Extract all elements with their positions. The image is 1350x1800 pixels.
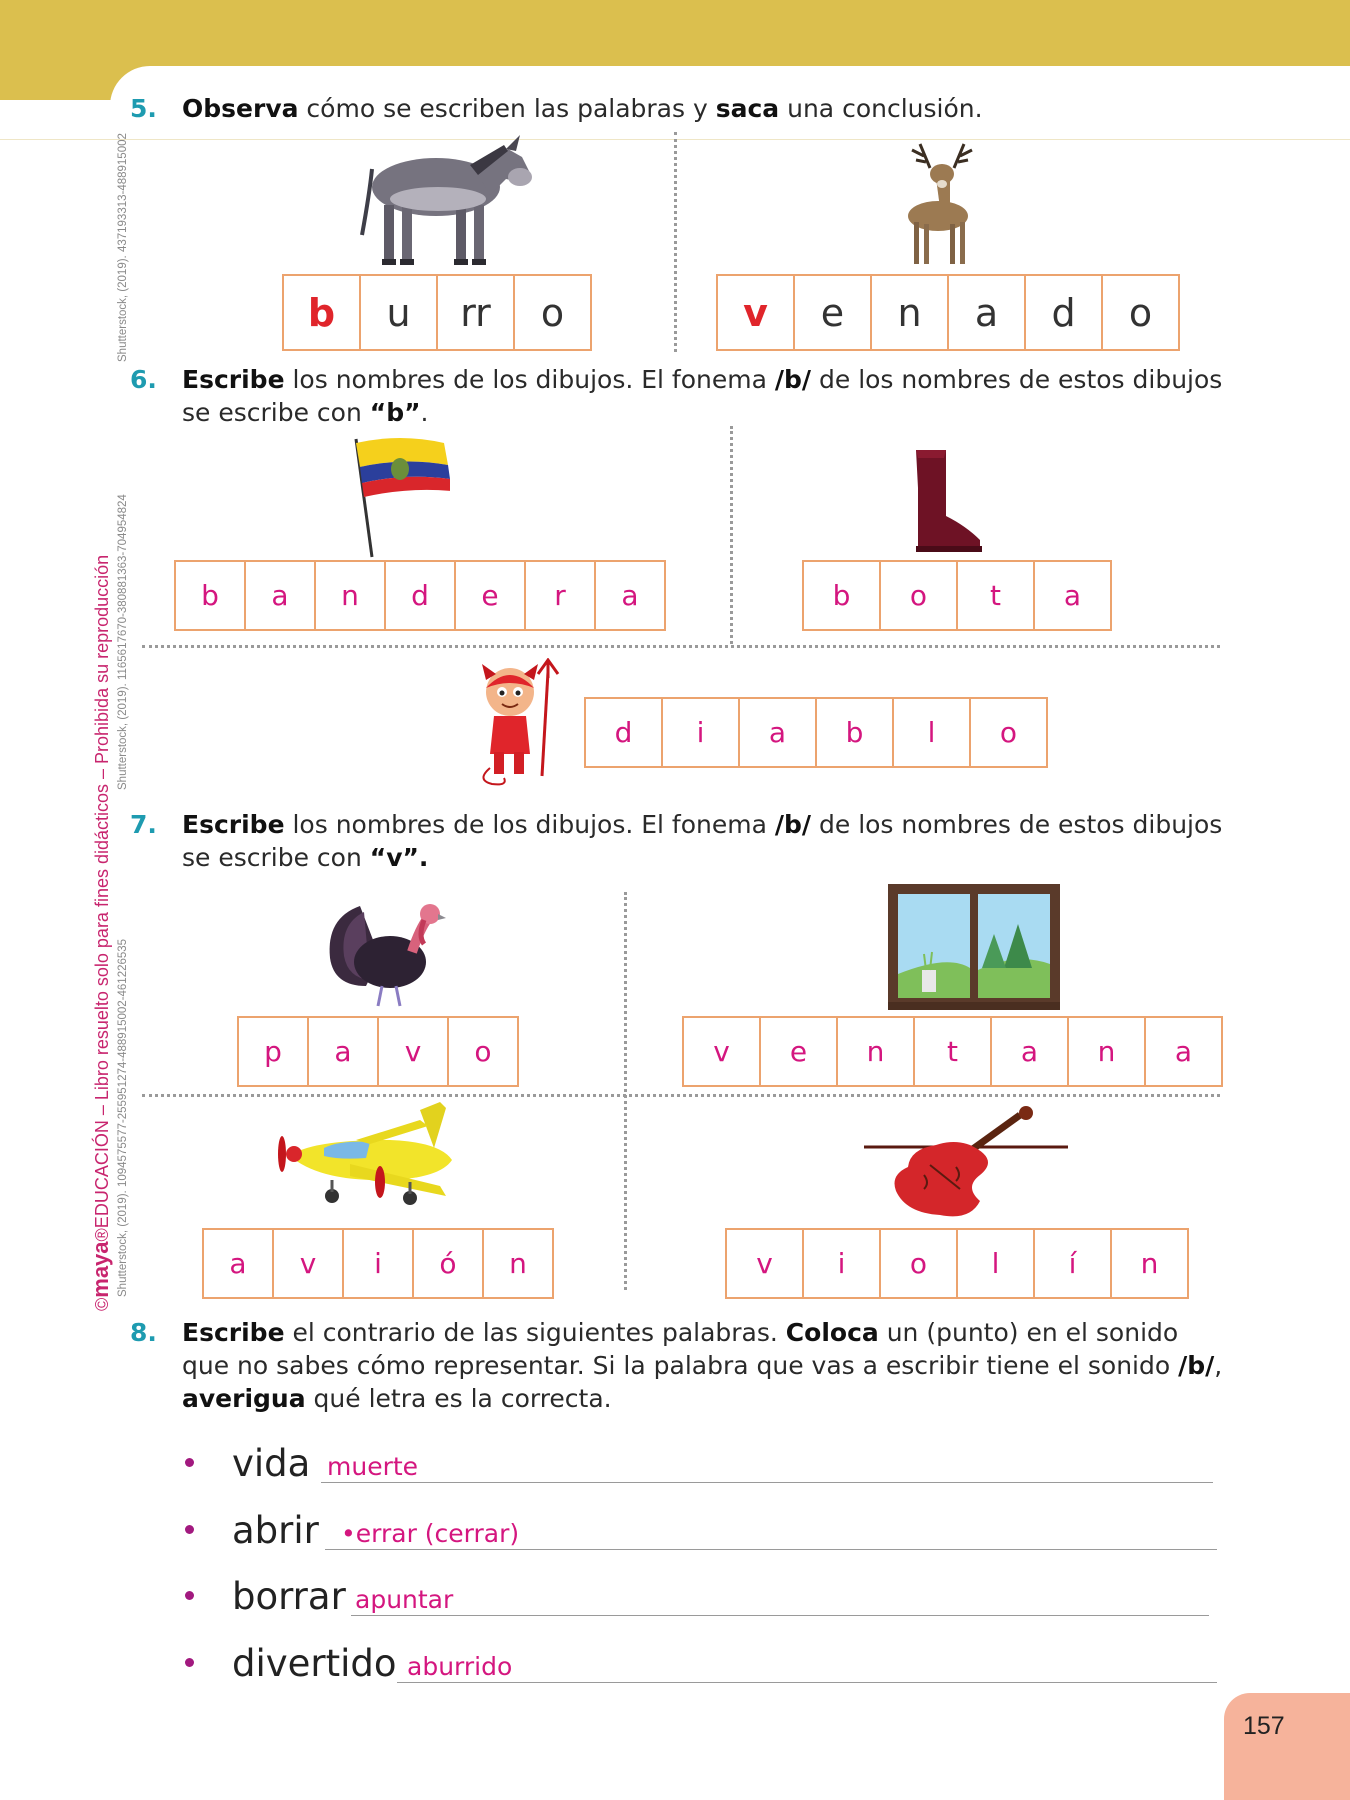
word-boxes-bota	[802, 560, 1110, 631]
antonym-item-borrar	[185, 1575, 1225, 1633]
turkey-icon	[320, 898, 460, 1008]
answer-line	[321, 1482, 1213, 1483]
letter-box: o	[879, 1228, 958, 1299]
divider-vertical	[624, 892, 627, 1290]
letter-box: o	[513, 274, 592, 351]
letter-box: e	[793, 274, 872, 351]
letter-box: n	[1067, 1016, 1146, 1087]
window-icon	[888, 884, 1060, 1012]
letter-box: v	[725, 1228, 804, 1299]
divider-vertical	[674, 132, 677, 352]
letter-box: a	[202, 1228, 274, 1299]
letter-box: í	[1033, 1228, 1112, 1299]
letter-box: o	[879, 560, 958, 631]
divider-horizontal	[142, 1094, 1220, 1097]
letter-box: t	[913, 1016, 992, 1087]
violin-icon	[860, 1105, 1070, 1220]
letter-box: n	[836, 1016, 915, 1087]
answer-text: aburrido	[407, 1652, 513, 1681]
antonym-item-vida	[185, 1442, 1225, 1500]
word-boxes-avion	[202, 1228, 552, 1299]
letter-box: v	[682, 1016, 761, 1087]
answer-text: apuntar	[355, 1585, 454, 1614]
antonym-item-abrir	[185, 1509, 1225, 1567]
publisher-brand	[88, 555, 114, 1311]
letter-box: u	[359, 274, 438, 351]
boot-icon	[906, 448, 986, 556]
letter-box: o	[969, 697, 1048, 768]
letter-box: e	[454, 560, 526, 631]
letter-box: a	[1144, 1016, 1223, 1087]
letter-box: t	[956, 560, 1035, 631]
letter-box: d	[384, 560, 456, 631]
letter-box: v	[716, 274, 795, 351]
answer-text: muerte	[327, 1452, 419, 1481]
word-boxes-burro	[282, 274, 590, 351]
brand-notice: EDUCACIÓN – Libro resuelto solo para fines didácticos – Prohibida su reproducción	[92, 554, 112, 1229]
page-number: 157	[1243, 1712, 1285, 1740]
brand-logo-text: maya	[88, 1241, 113, 1298]
page-number-tab	[1224, 1693, 1350, 1800]
question-text: Escribe los nombres de los dibujos. El fonema /b/ de los nombres de estos dibujos se escribe con “b”.	[182, 365, 1223, 427]
deer-icon	[892, 138, 992, 268]
word-boxes-pavo	[237, 1016, 517, 1087]
question-text: Escribe el contrario de las siguientes palabras. Coloca un (punto) en el sonido que no sabes cómo representar. Si la palabra que vas a escribir tiene el sonido /b/, averigua qué letra es la correcta.	[182, 1318, 1223, 1413]
flag-icon	[350, 435, 450, 560]
word-boxes-ventana	[682, 1016, 1221, 1087]
devil-icon	[468, 658, 568, 788]
letter-box: e	[759, 1016, 838, 1087]
letter-box: n	[482, 1228, 554, 1299]
word-boxes-violin	[725, 1228, 1187, 1299]
letter-box: ó	[412, 1228, 484, 1299]
question-number: 5.	[130, 94, 157, 123]
letter-box: l	[956, 1228, 1035, 1299]
letter-box: n	[870, 274, 949, 351]
letter-box: b	[282, 274, 361, 351]
letter-box: a	[244, 560, 316, 631]
source-word: vida	[232, 1442, 311, 1485]
letter-box: i	[661, 697, 740, 768]
letter-box: n	[314, 560, 386, 631]
letter-box: i	[342, 1228, 414, 1299]
image-credit-2: Shutterstock, (2019). 1165617670-380881363-704954824	[117, 494, 129, 790]
question-text: Escribe los nombres de los dibujos. El fonema /b/ de los nombres de estos dibujos se escribe con “v”.	[182, 810, 1223, 872]
bullet-icon	[185, 1458, 194, 1467]
donkey-icon	[358, 135, 548, 270]
question-text: Observa cómo se escriben las palabras y saca una conclusión.	[182, 94, 983, 123]
letter-box: b	[174, 560, 246, 631]
letter-box: a	[1033, 560, 1112, 631]
letter-box: a	[307, 1016, 379, 1087]
source-word: divertido	[232, 1642, 397, 1685]
question-number: 8.	[130, 1318, 157, 1347]
source-word: borrar	[232, 1575, 346, 1618]
letter-box: a	[990, 1016, 1069, 1087]
answer-line	[351, 1615, 1209, 1616]
word-boxes-diablo	[584, 697, 1046, 768]
letter-box: d	[584, 697, 663, 768]
letter-box: d	[1024, 274, 1103, 351]
question-number: 6.	[130, 365, 157, 394]
bullet-icon	[185, 1525, 194, 1534]
divider-horizontal	[142, 645, 1220, 648]
image-credit-1: Shutterstock, (2019). 437193313-488915002	[117, 133, 129, 362]
question-number: 7.	[130, 810, 157, 839]
letter-box: n	[1110, 1228, 1189, 1299]
letter-box: v	[272, 1228, 344, 1299]
letter-box: v	[377, 1016, 449, 1087]
word-boxes-venado	[716, 274, 1178, 351]
letter-box: rr	[436, 274, 515, 351]
letter-box: b	[802, 560, 881, 631]
airplane-icon	[270, 1100, 480, 1215]
image-credit-3: Shutterstock, (2019). 1094575577-255951274-488915002-461226535	[117, 938, 129, 1297]
letter-box: o	[447, 1016, 519, 1087]
antonym-item-divertido	[185, 1642, 1225, 1700]
bullet-icon	[185, 1658, 194, 1667]
letter-box: r	[524, 560, 596, 631]
bullet-icon	[185, 1591, 194, 1600]
letter-box: o	[1101, 274, 1180, 351]
brand-registered: ®	[92, 1228, 112, 1242]
source-word: abrir	[232, 1509, 319, 1552]
word-boxes-bandera	[174, 560, 664, 631]
letter-box: i	[802, 1228, 881, 1299]
brand-copyright: ©	[92, 1297, 112, 1311]
answer-line	[325, 1549, 1217, 1550]
letter-box: l	[892, 697, 971, 768]
letter-box: p	[237, 1016, 309, 1087]
answer-text: •errar (cerrar)	[341, 1519, 520, 1548]
letter-box: a	[738, 697, 817, 768]
letter-box: a	[947, 274, 1026, 351]
letter-box: a	[594, 560, 666, 631]
letter-box: b	[815, 697, 894, 768]
divider-vertical	[730, 426, 733, 644]
answer-line	[397, 1682, 1217, 1683]
